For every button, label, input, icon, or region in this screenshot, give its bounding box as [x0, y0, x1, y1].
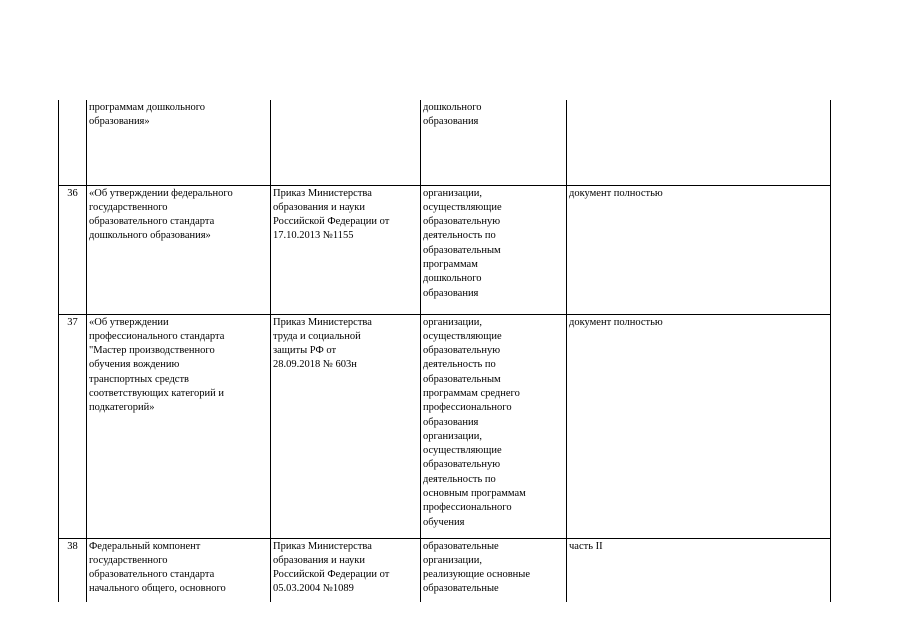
document-details-cell: Приказ Министерства труда и социальной защиты РФ от 28.09.2018 № 603н: [271, 314, 421, 538]
subjects-cell: организации, осуществляющие образовательную деятельность по образовательным программам дошкольного образования: [421, 185, 567, 314]
table-row: [59, 314, 831, 538]
table-row: [59, 100, 831, 185]
row-number: [59, 100, 87, 185]
subjects-cell: дошкольного образования: [421, 100, 567, 185]
document-name-cell: программам дошкольного образования»: [87, 100, 271, 185]
document-details-cell: Приказ Министерства образования и науки Российской Федерации от 17.10.2013 №1155: [271, 185, 421, 314]
subjects-cell: образовательные организации, реализующие основные образовательные: [421, 538, 567, 602]
document-name-cell: Федеральный компонент государственного образовательного стандарта начального общего, основного: [87, 538, 271, 602]
table-row: [59, 538, 831, 602]
regulation-table: [58, 100, 831, 602]
scope-cell: [567, 100, 831, 185]
document-details-cell: [271, 100, 421, 185]
row-number: 37: [59, 314, 87, 538]
document-name-cell: «Об утверждении федерального государственного образовательного стандарта дошкольного образования»: [87, 185, 271, 314]
document-name-cell: «Об утверждении профессионального стандарта "Мастер производственного обучения вождению транспортных средств соответствующих категорий и подкатегорий»: [87, 314, 271, 538]
scope-cell: документ полностью: [567, 314, 831, 538]
row-number: 38: [59, 538, 87, 602]
scope-cell: часть II: [567, 538, 831, 602]
subjects-cell: организации, осуществляющие образовательную деятельность по образовательным программам среднего профессионального образования организации, осуществляющие образовательную деятельность по основным программам профессионального обучения: [421, 314, 567, 538]
table-row: [59, 185, 831, 314]
scope-cell: документ полностью: [567, 185, 831, 314]
document-details-cell: Приказ Министерства образования и науки Российской Федерации от 05.03.2004 №1089: [271, 538, 421, 602]
row-number: 36: [59, 185, 87, 314]
